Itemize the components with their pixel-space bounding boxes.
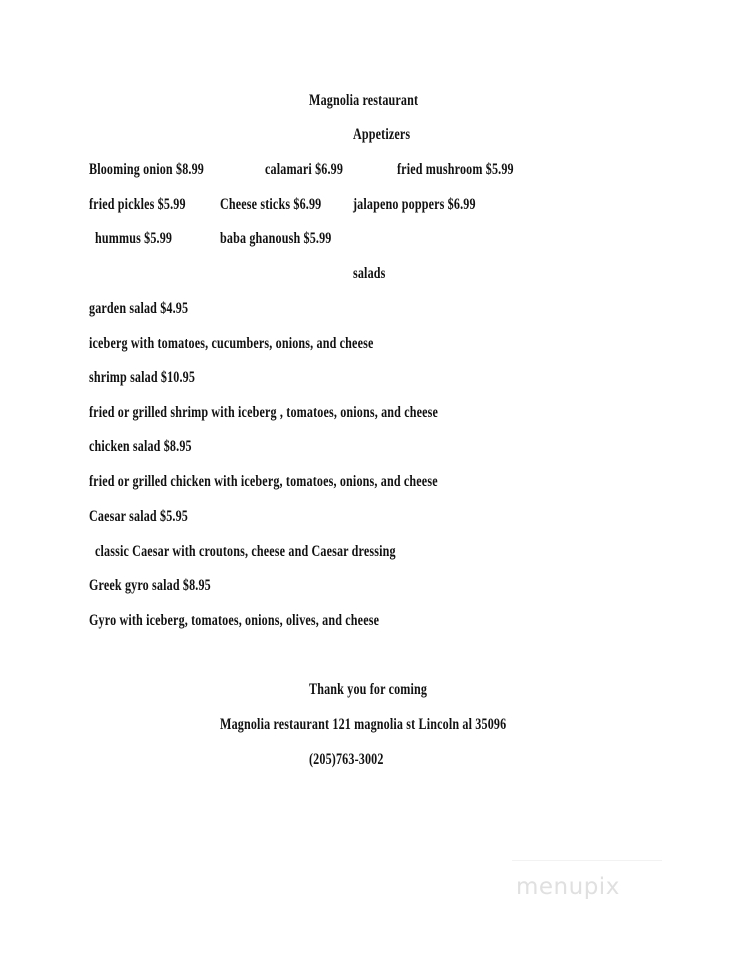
watermark-divider [512,860,662,861]
salad-description: fried or grilled shrimp with iceberg , tomatoes, onions, and cheese [89,404,439,421]
appetizers-heading: Appetizers [353,126,411,143]
salad-name: shrimp salad $10.95 [89,369,196,386]
salad-description: classic Caesar with croutons, cheese and Caesar dressing [95,543,396,560]
menupix-watermark: menupix [516,874,620,900]
salads-heading: salads [353,265,386,282]
appetizer-item: fried pickles $5.99 [89,196,186,213]
appetizer-item: Cheese sticks $6.99 [220,196,322,213]
restaurant-address: Magnolia restaurant 121 magnolia st Lincoln al 35096 [220,716,507,733]
salad-name: chicken salad $8.95 [89,438,192,455]
appetizer-item: jalapeno poppers $6.99 [353,196,476,213]
salad-name: garden salad $4.95 [89,300,189,317]
restaurant-name: Magnolia restaurant [309,92,419,109]
salad-description: fried or grilled chicken with iceberg, tomatoes, onions, and cheese [89,473,438,490]
thank-you-note: Thank you for coming [309,681,428,698]
appetizer-item: fried mushroom $5.99 [397,161,514,178]
appetizer-item: Blooming onion $8.99 [89,161,204,178]
appetizer-item: calamari $6.99 [265,161,344,178]
appetizer-item: hummus $5.99 [95,230,173,247]
restaurant-phone: (205)763-3002 [309,751,384,768]
salad-description: Gyro with iceberg, tomatoes, onions, olives, and cheese [89,612,380,629]
salad-name: Greek gyro salad $8.95 [89,577,211,594]
salad-name: Caesar salad $5.95 [89,508,188,525]
appetizer-item: baba ghanoush $5.99 [220,230,332,247]
salad-description: iceberg with tomatoes, cucumbers, onions, and cheese [89,335,374,352]
